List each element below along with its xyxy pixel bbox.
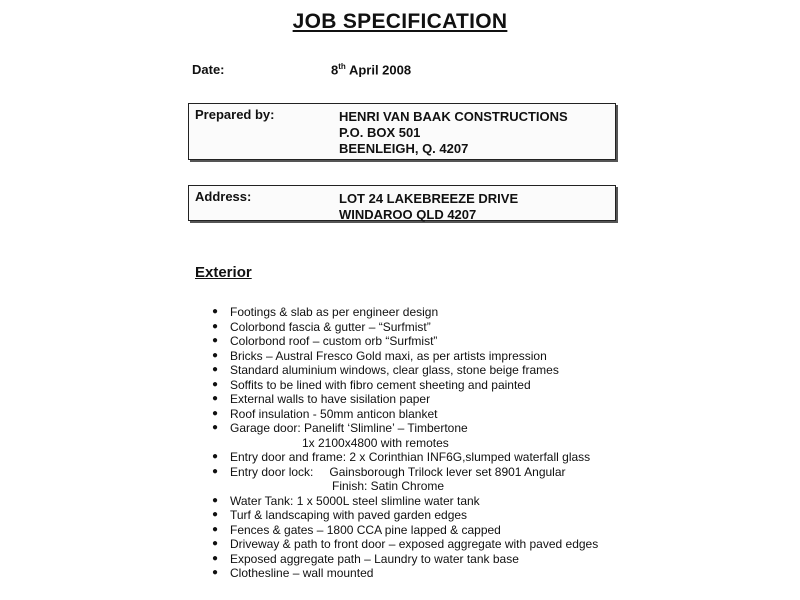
bullet-icon: ● xyxy=(212,378,219,390)
bullet-icon: ● xyxy=(212,349,219,361)
address-line: LOT 24 LAKEBREEZE DRIVE xyxy=(339,191,519,206)
prepared-by-label: Prepared by: xyxy=(195,107,275,122)
bullet-icon: ● xyxy=(212,451,219,462)
list-item: ● Exposed aggregate path – Laundry to water tank base xyxy=(212,551,519,566)
address-line: WINDAROO QLD 4207 xyxy=(339,207,477,222)
prepared-by-lines xyxy=(339,109,568,157)
bullet-icon: ● xyxy=(212,567,219,578)
bullet-icon: ● xyxy=(212,523,219,535)
date-rest: April 2008 xyxy=(348,62,412,78)
date-day: 8 xyxy=(331,62,339,78)
list-item: ● External walls to have sisilation paper xyxy=(212,392,431,406)
list-item: ● Clothesline – wall mounted xyxy=(212,566,374,580)
bullet-icon: ● xyxy=(212,393,219,404)
bullet-icon: ● xyxy=(212,552,219,564)
prepared-by-box xyxy=(188,103,616,160)
bullet-icon: ● xyxy=(212,364,219,375)
lock-detail: Gainsborough Trilock lever set 8901 Angular xyxy=(329,464,566,479)
list-item: ● Footings & slab as per engineer design xyxy=(212,305,439,319)
bullet-icon: ● xyxy=(212,335,219,346)
bullet-icon: ● xyxy=(212,494,219,506)
list-item: ● Colorbond fascia & gutter – “Surfmist” xyxy=(212,319,431,334)
address-lines xyxy=(339,191,518,223)
list-item: ● Standard aluminium windows, clear glass, stone beige frames xyxy=(212,363,559,377)
list-item: ● Roof insulation - 50mm anticon blanket xyxy=(212,406,438,421)
exterior-list xyxy=(212,305,598,581)
bullet-icon: ● xyxy=(212,509,219,520)
date-suffix: th xyxy=(338,62,346,71)
lock-finish: Finish: Satin Chrome xyxy=(332,479,445,493)
list-item: ● Bricks – Austral Fresco Gold maxi, as per artists impression xyxy=(212,348,547,363)
bullet-icon: ● xyxy=(212,320,219,332)
list-item-entry-lock: ● Entry door lock: Gainsborough Trilock lever set 8901 Angular Finish: Satin Chrome xyxy=(212,465,598,494)
prepared-by-line: BEENLEIGH, Q. 4207 xyxy=(339,141,469,156)
date-value xyxy=(331,62,411,77)
exterior-heading: Exterior xyxy=(195,264,252,281)
garage-extra: 1x 2100x4800 with remotes xyxy=(302,435,449,450)
bullet-icon: ● xyxy=(212,422,219,433)
address-box xyxy=(188,185,616,221)
list-item: ● Driveway & path to front door – exposed aggregate with paved edges xyxy=(212,537,599,551)
prepared-by-line: P.O. BOX 501 xyxy=(339,125,421,140)
list-item: ● Soffits to be lined with fibro cement sheeting and painted xyxy=(212,377,531,392)
list-item: ● Fences & gates – 1800 CCA pine lapped & capped xyxy=(212,522,501,537)
bullet-icon: ● xyxy=(212,407,219,419)
page-title: JOB SPECIFICATION xyxy=(292,10,508,33)
prepared-by-line: HENRI VAN BAAK CONSTRUCTIONS xyxy=(339,109,568,124)
list-item: ● Entry door and frame: 2 x Corinthian INF6G,slumped waterfall glass xyxy=(212,450,591,464)
address-label: Address: xyxy=(195,189,252,204)
date-label: Date: xyxy=(192,62,225,77)
list-item-garage: ● Garage door: Panelift ‘Slimline’ – Timbertone 1x 2100x4800 with remotes xyxy=(212,421,598,450)
list-item: ● Turf & landscaping with paved garden edges xyxy=(212,508,468,522)
list-item: ● Water Tank: 1 x 5000L steel slimline water tank xyxy=(212,493,480,508)
bullet-icon: ● xyxy=(212,306,219,317)
list-item: ● Colorbond roof – custom orb “Surfmist” xyxy=(212,334,438,348)
bullet-icon: ● xyxy=(212,538,219,549)
bullet-icon: ● xyxy=(212,465,219,477)
